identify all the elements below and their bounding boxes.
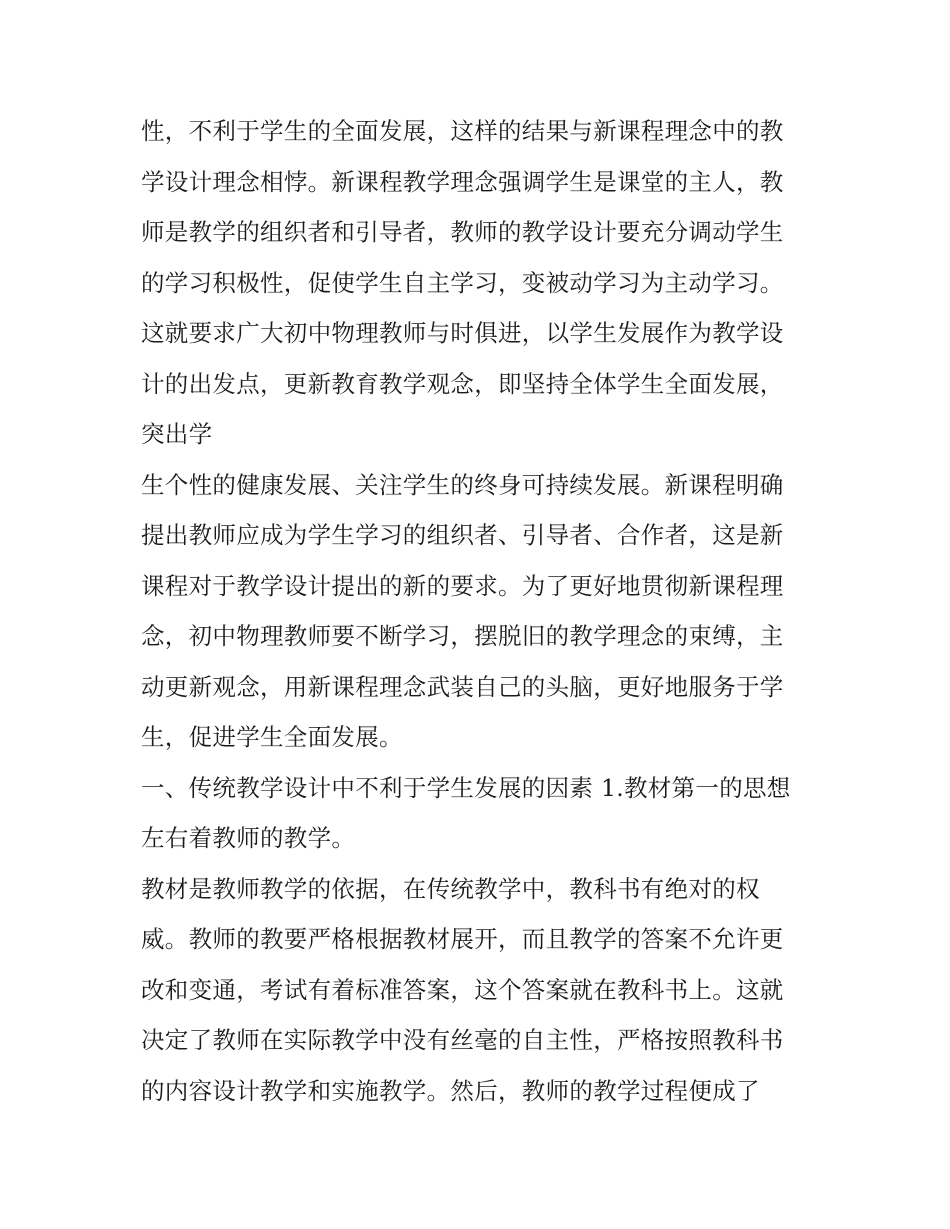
text-line: 生个性的健康发展、关注学生的终身可持续发展。新课程明确 bbox=[141, 470, 784, 499]
text-line: 学设计理念相悖。新课程教学理念强调学生是课堂的主人，教 bbox=[141, 167, 784, 196]
text-line: 师是教学的组织者和引导者，教师的教学设计要充分调动学生 bbox=[141, 218, 784, 246]
text-line: 决定了教师在实际教学中没有丝毫的自主性，严格按照教科书 bbox=[141, 1026, 784, 1054]
text-line: 性，不利于学生的全面发展，这样的结果与新课程理念中的教 bbox=[141, 117, 784, 145]
text-line: 的学习积极性，促使学生自主学习，变被动学习为主动学习。 bbox=[141, 268, 784, 297]
section-heading-line: 一、传统教学设计中不利于学生发展的因素 1.教材第一的思想 bbox=[141, 773, 791, 802]
text-line: 生，促进学生全面发展。 bbox=[141, 723, 403, 751]
text-line: 威。教师的教要严格根据教材展开，而且教学的答案不允许更 bbox=[141, 925, 784, 953]
text-line: 改和变通，考试有着标准答案，这个答案就在教科书上。这就 bbox=[141, 975, 784, 1004]
text-line: 课程对于教学设计提出的新的要求。为了更好地贯彻新课程理 bbox=[141, 571, 784, 600]
text-line: 突出学 bbox=[141, 420, 213, 448]
text-line: 计的出发点，更新教育教学观念，即坚持全体学生全面发展， bbox=[141, 369, 784, 398]
text-line: 这就要求广大初中物理教师与时俱进，以学生发展作为教学设 bbox=[141, 319, 784, 347]
text-line: 的内容设计教学和实施教学。然后，教师的教学过程便成了 bbox=[141, 1076, 760, 1105]
text-line: 提出教师应成为学生学习的组织者、引导者、合作者，这是新 bbox=[141, 521, 784, 549]
text-line: 动更新观念，用新课程理念武装自己的头脑，更好地服务于学 bbox=[141, 672, 784, 701]
text-line: 念，初中物理教师要不断学习，摆脱旧的教学理念的束缚，主 bbox=[141, 622, 784, 650]
body-text bbox=[141, 106, 821, 1116]
text-line: 教材是教师教学的依据，在传统教学中，教科书有绝对的权 bbox=[141, 874, 760, 903]
section-heading-line: 左右着教师的教学。 bbox=[141, 824, 356, 852]
